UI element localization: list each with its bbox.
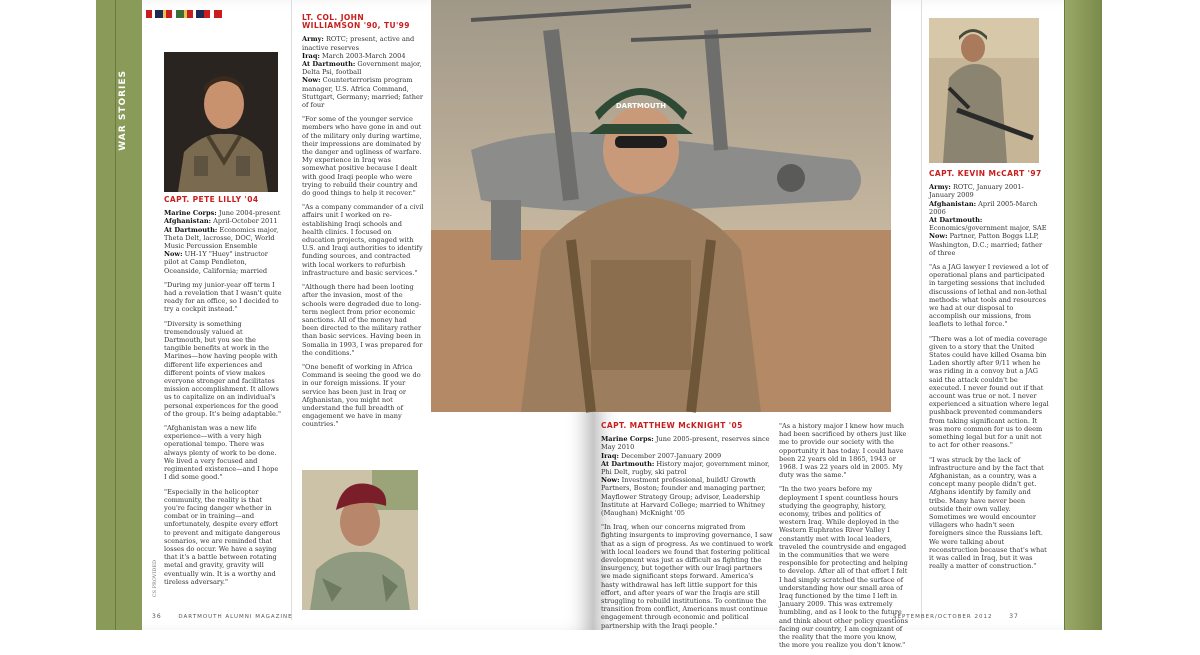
quote-paragraph: "As a history major I knew how much had been sacrificed by others just like me to provide our society with the opportunity it has today. I could have been 22 years old in 1865, 1943 or 1968. I was 22 years old in 2005. My duty was the same." [779,422,907,480]
section-side-strip [116,0,142,630]
quote-paragraph: "One benefit of working in Africa Command is seeing the good we do in our foreign missions. If your service has been just in Iraq or Afghanistan, you might not understand the full breadth of engagement we have in many countries." [302,362,421,429]
decorative-ribbon-bars [146,10,222,18]
quote-paragraph: "During my junior-year off term I had a revelation that I wasn't quite ready for an office, so I decided to try a cockpit instead." [164,280,282,314]
profile-bio: Army: ROTC; present, active and inactive reserves Iraq: March 2003-March 2004 At Dartmouth: Government major, Delta Psi, football Now: Counterterrorism program manager, U.S. Africa Command, Stuttgart, Germany; married; father of four [302,35,424,110]
profile-name: CAPT. KEVIN McCART '97 [929,169,1042,178]
quote-paragraph: "In the two years before my deployment I spent countless hours studying the geography, history, economy, tribes and politics of western Iraq. While deployed in the Western Euphrates River Valley I constantly met with local leaders, traveled the countryside and engaged in the communities that we were responsible for protecting and helping to develop. After all of that effort I felt I had simply scratched the surface of understanding how our small area of Iraq functioned by the time I left in January 2009. This was extremely humbling, and as I look to the future and think about other policy questions facing our country, I am cognizant of the reality that the more you know, the more you realize you don't know." [779,485,909,650]
column-divider [921,0,922,620]
quote-paragraph: "Although there had been looting after the invasion, most of the schools were degraded due to long-term neglect from prior economic sanctions. All of the money had been directed to the military rather than basic services. Having been in Somalia in 1993, I was prepared for the conditions." [302,283,423,357]
section-label: WAR STORIES [118,70,128,151]
profile-name: LT. COL. JOHN WILLIAMSON '90, TU'99 [302,13,410,31]
column-divider [291,0,292,620]
portrait-pete-lilly [164,52,278,192]
quote-paragraph: "There was a lot of media coverage given to a story that the United States could have killed Osama bin Laden shortly after 9/11 when he was riding in a convoy but a JAG said the attack couldn't be executed. I never found out if that account was true or not. I never experienced a situation where legal pushback prevented commanders from taking significant action. It was more common for us to deem something legal but for a unit not to act for other reasons." [929,334,1049,450]
profile-bio: Marine Corps: June 2004-present Afghanistan: April-October 2011 At Dartmouth: Economics major, Theta Delt, lacrosse, DOC, World Music Percussion Ensemble Now: UH-1Y "Huey" instructor pilot at Camp Pendleton, Oceanside, California; married [164,209,281,275]
profile-matthew-mcknight-continued [779,422,909,655]
quote-paragraph: "For some of the younger service members who have gone in and out of the military only during wartime, their impressions are dominated by the danger and ugliness of warfare. My experience in Iraq was somewhat positive because I dealt with good Iraqi people who were trying to rebuild their country and do good things to help it recover." [302,115,422,198]
profile-bio: Army: ROTC, January 2001-January 2009 Afghanistan: April 2005-March 2006 At Dartmouth: Economics/government major, SAE Now: Partner, Patton Boggs LLP, Washington, D.C.; married; father of three [929,183,1047,257]
page-number: 36 [152,613,162,620]
quote-paragraph: "Diversity is something tremendously valued at Dartmouth, but you see the tangible benefits at work in the Marines—how having people with different life experiences and different points of view makes everyone stronger and facilitates mission accomplishment. It allows us to capitalize on an individual's personal experiences for the good of the group. It's being adaptable." [164,319,281,418]
feature-photo-matthew-mcknight [431,0,891,412]
quote-paragraph: "As a JAG lawyer I reviewed a lot of operational plans and participated in targeting sessions that included discussions of lethal and non-lethal methods: what tools and resources we had at our disposal to accomplish our missions, from leaflets to lethal force." [929,263,1049,329]
quote-paragraph: "Especially in the helicopter community, the reality is that you're facing danger whether in combat or in training—and unfortunately, despite every effort to prevent and mitigate dangerous scenarios, we are reminded that losses do occur. We have a saying that it's a battle between rotating metal and gravity, gravity will eventually win. It is a worthy and tireless adversary." [164,487,281,586]
portrait-kevin-mccart [929,18,1039,163]
cap-logo-text: DARTMOUTH [615,102,667,110]
magazine-cover-left-edge [96,0,116,630]
page-footer: DARTMOUTH ALUMNI MAGAZINE [178,614,293,620]
magazine-cover-right-edge [1064,0,1102,630]
profile-name: CAPT. PETE LILLY '04 [164,195,259,204]
profile-pete-lilly [164,196,282,592]
page-number: 37 [1009,613,1019,620]
quote-paragraph: "I was struck by the lack of infrastructure and by the fact that Afghanistan, as a country, was a concept many people didn't get. Afghans identify by family and tribe. Many have never been outside their own valley. Sometimes we would encounter villagers who hadn't seen foreigners since the Russians left. We were talking about reconstruction because that's what it was called in Iraq, but it was really a matter of construction." [929,455,1047,571]
page-footer: SEPTEMBER/OCTOBER 2012 [893,614,993,620]
quote-paragraph: "Afghanistan was a new life experience—with a very high operational tempo. There was always plenty of work to be done. We lived a very focused and regimented existence—and I hope I did some good." [164,424,279,482]
quote-paragraph: "In Iraq, when our concerns migrated from fighting insurgents to improving governance, I saw that as a sign of progress. As we continued to work with local leaders we found that fostering political development was just as difficult as fighting the insurgency, but together with our Iraqi partners we made significant steps forward. America's hasty withdrawal has left little support for this effort, and after years of war the Iraqis are still struggling to rebuild institutions. To continue the transition from conflict, Americans must continue engagement through economic and political partnership with the Iraqi people." [601,523,773,630]
profile-john-williamson [302,14,424,435]
profile-matthew-mcknight [601,422,773,636]
quote-paragraph: "As a company commander of a civil affairs unit I worked on re-establishing Iraqi schools and health clinics. I focused on education projects, engaged with U.S. and Iraqi authorities to identify funding sources, and contracted with local workers to refurbish infrastructure and basic services." [302,203,424,277]
profile-kevin-mccart [929,170,1049,576]
photo-credit: CS PROVIDED [152,560,158,598]
profile-name: CAPT. MATTHEW McKNIGHT '05 [601,421,743,430]
profile-bio: Marine Corps: June 2005-present, reserves since May 2010 Iraq: December 2007-January 2009 At Dartmouth: History major, government minor, Phi Delt, rugby, ski patrol Now: Investment professional, buildU Growth Partners, Boston; founder and managing partner, Mayflower Strategy Group; advisor, Leadership Institute at Harvard College; married to Whitney (Maughan) McKnight '05 [601,435,770,518]
portrait-john-williamson [302,470,418,610]
